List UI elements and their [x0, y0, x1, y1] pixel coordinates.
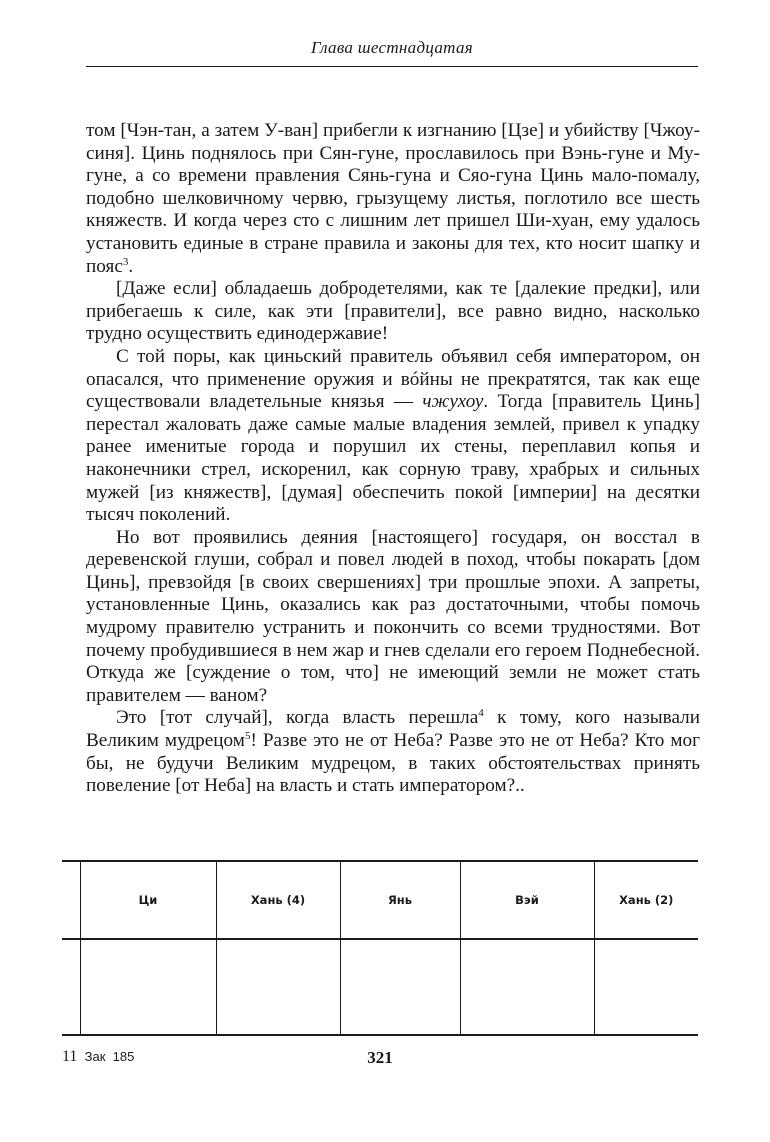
text-run: Но вот проявились деяния [настоящего] государя, он восстал в деревенской глуши, собрал и повел людей в поход, чтобы покарать [дом Цинь], превзойдя [в своих свершениях] три прошлые эпохи. А запреты, установленные Цинь, оказались как раз достаточными, чтобы помочь мудрому правителю устранить и покончить со всеми трудностями. Вот почему пробудившиеся в нем жар и гнев сделали его героем Поднебесной. Откуда же [суждение о том, что] не имеющий земли не может стать правителем — ваном? [86, 526, 700, 706]
footnote-marker: 4 [478, 707, 484, 720]
text-run: [Даже если] обладаешь добродетелями, как те [далекие предки], или прибегаешь к силе, как эти [правители], все равно видно, насколько трудно осуществить единодержавие! [86, 278, 700, 345]
page-number: 321 [367, 1048, 393, 1067]
text-run: том [Чэн-тан, а затем У-ван] прибегли к изгнанию [Цзе] и убийству [Чжоу-синя]. Цинь поднялось при Сян-гуне, прославилось при Вэнь-гуне и Му-гуне, а со времени правления Сянь-гуна и Сяо-гуна Цинь мало-помалу, подобно шелковичному червю, грызущему листья, поглотило все шесть княжеств. И когда через сто с лишним лет пришел Ши-хуан, ему удалось установить единые в стране правила и законы для тех, кто носит шапку и пояс [86, 120, 700, 277]
body-text [86, 120, 700, 798]
table-header-cell: Хань (4) [216, 861, 340, 939]
table-header-cell: Янь [340, 861, 460, 939]
order-number: 185 [112, 1049, 135, 1064]
table-cell [340, 939, 460, 1035]
running-head: Глава шестнадцатая [311, 38, 473, 57]
paragraph [86, 527, 700, 708]
text-run: . Тогда [правитель Цинь] перестал жаловать даже самые малые владения землей, привел к упадку ранее именитые города и порушил их стены, переплавил копья и наконечники стрел, искоренил, как сорную траву, храбрых и сильных мужей [из княжеств], [думая] обеспечить покой [империи] на десятки тысяч поколений. [86, 391, 701, 526]
text-run: С той поры, как циньский правитель объявил себя императором, он опасался, что применение оружия и вóйны не прекратятся, так как еще существовали владетельные князья — [86, 345, 700, 413]
paragraph [86, 120, 700, 278]
table-header-cell: Ци [80, 861, 216, 939]
text-run: ! Разве это не от Неба? Разве это не от Неба? Кто мог бы, не будучи Великим мудрецом, в таких обстоятельствах принять повеление [от Неба] на власть и стать императором?.. [86, 730, 700, 797]
footnote-marker: 5 [244, 730, 251, 743]
header-rule [86, 66, 698, 67]
table-header-cell: Хань (2) [594, 861, 698, 939]
text-run: . [128, 255, 134, 277]
order-label: Зак [84, 1049, 106, 1064]
text-run: Это [тот случай], когда власть перешла [116, 707, 479, 729]
table-cell [62, 939, 80, 1035]
italic-term: чжухоу [422, 391, 484, 413]
paragraph [86, 707, 700, 797]
signature-number: 11 [62, 1048, 78, 1065]
dynasty-table [62, 860, 698, 1034]
table-cell [594, 939, 698, 1035]
table-header-cell: Вэй [460, 861, 594, 939]
table-cell [460, 939, 594, 1035]
paragraph [86, 346, 700, 527]
table-cell [216, 939, 340, 1035]
footnote-marker: 3 [122, 255, 129, 268]
table-cell [80, 939, 216, 1035]
print-signature [62, 1048, 134, 1066]
text-run: к тому, кого называли Великим мудрецом [86, 707, 701, 752]
table-header-spacer [62, 861, 80, 939]
paragraph [86, 278, 700, 346]
